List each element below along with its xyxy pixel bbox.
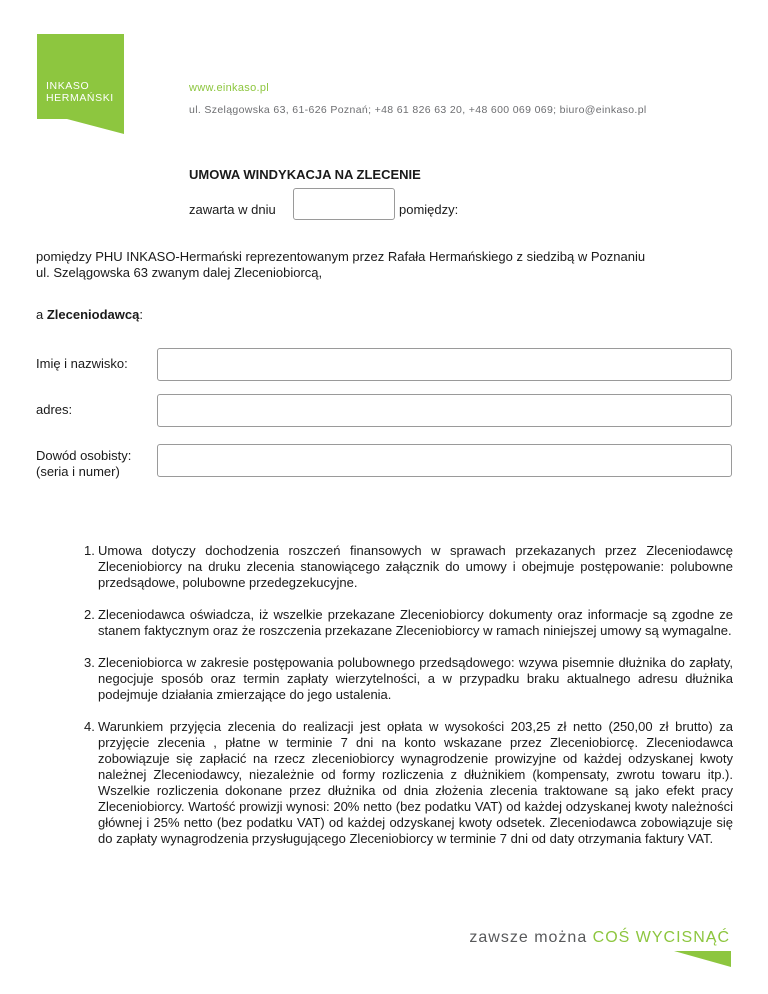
name-label: Imię i nazwisko:	[36, 356, 128, 371]
term-item	[75, 655, 733, 703]
client-heading-suffix: :	[139, 307, 143, 322]
term-text: Warunkiem przyjęcia zlecenia do realizacji jest opłata w wysokości 203,25 zł netto (250,00 zł brutto) za przyjęcie zlecenia , płatne w terminie 7 dni na konto wskazane przez Zleceniobiorcę. Zleceniodawca zobowiązuje się zapłacić na rzecz zleceniobiorcy wynagrodzenie prowizyjne od każdej odzyskanej kwoty należnej Zleceniodawcy, niezależnie od formy rozliczenia z dłużnikiem (kompensaty, zwrotu towaru itp.). Wszelkie rozliczenia dokonane przez dłużnika od dnia złożenia zlecenia traktowane są jako efekt pracy Zleceniobiorcy. Wartość prowizji wynosi: 20% netto (bez podatku VAT) od każdej odzyskanej kwoty należności głównej i 25% netto (bez podatku VAT) od każdej odzyskanej kwoty odsetek. Zleceniodawca zobowiązuje się do zapłaty wynagrodzenia przysługującego Zleceniobiorcy w terminie 7 dni od daty otrzymania faktury VAT.	[98, 719, 733, 846]
term-number: 1.	[84, 543, 95, 558]
term-number: 4.	[84, 719, 95, 734]
slogan-accent: COŚ WYCISNĄĆ	[592, 929, 730, 946]
footer-slogan	[469, 929, 730, 947]
term-text: Umowa dotyczy dochodzenia roszczeń finansowych w sprawach przekazanych przez Zleceniodawcę Zleceniobiorcy na druku zlecenia stanowiącego załącznik do umowy i obejmuje postępowanie: polubowne przedsądowe, polubowne przedegzekucyjne.	[98, 543, 733, 590]
concluded-on-label: zawarta w dniu	[189, 202, 276, 217]
parties-line-2: ul. Szelągowska 63 zwanym dalej Zleceniobiorcą,	[36, 265, 323, 280]
slogan-plain: zawsze można	[469, 929, 593, 946]
client-heading	[36, 307, 143, 322]
logo-text	[46, 80, 114, 104]
parties-line-1: pomiędzy PHU INKASO-Hermański reprezentowanym przez Rafała Hermańskiego z siedzibą w Poznaniu	[36, 249, 646, 264]
footer-tab-shape	[674, 951, 731, 967]
term-text: Zleceniobiorca w zakresie postępowania polubownego przedsądowego: wzywa pisemnie dłużnika do zapłaty, negocjuje sposób oraz termin zapłaty wierzytelności, a w przypadku braku aktualnego adresu dłużnika podejmuje działania zmierzające do jego ustalenia.	[98, 655, 733, 702]
address-field[interactable]	[157, 394, 732, 427]
id-label-line-2: (seria i numer)	[36, 464, 120, 479]
client-heading-bold: Zleceniodawcą	[46, 307, 140, 322]
website-link[interactable]: www.einkaso.pl	[189, 82, 270, 94]
id-label-line-1: Dowód osobisty:	[36, 448, 132, 463]
id-number-field[interactable]	[157, 444, 732, 477]
term-item	[75, 543, 733, 591]
logo-line-2: HERMAŃSKI	[46, 92, 114, 104]
logo-line-1: INKASO	[46, 80, 90, 92]
between-label: pomiędzy:	[399, 202, 459, 217]
term-number: 2.	[84, 607, 95, 622]
address-label: adres:	[36, 402, 73, 417]
term-number: 3.	[84, 655, 95, 670]
id-label	[36, 448, 131, 480]
logo-tab-shape	[67, 119, 124, 134]
document-title: UMOWA WINDYKACJA NA ZLECENIE	[189, 167, 421, 182]
term-item	[75, 607, 733, 639]
name-field[interactable]	[157, 348, 732, 381]
term-item	[75, 719, 733, 847]
client-heading-prefix: a	[36, 307, 47, 322]
parties-paragraph	[36, 249, 726, 281]
term-text: Zleceniodawca oświadcza, iż wszelkie przekazane Zleceniobiorcy dokumenty oraz informacje są zgodne ze stanem faktycznym oraz że roszczenia przekazane Zleceniobiorcy w ramach niniejszej umowy są wymagalne.	[98, 607, 733, 638]
contact-info: ul. Szelągowska 63, 61-626 Poznań; +48 61 826 63 20, +48 600 069 069; biuro@einkaso.pl	[189, 104, 647, 116]
terms-list	[75, 543, 733, 863]
contract-date-field[interactable]	[293, 188, 395, 220]
logo	[37, 34, 124, 119]
